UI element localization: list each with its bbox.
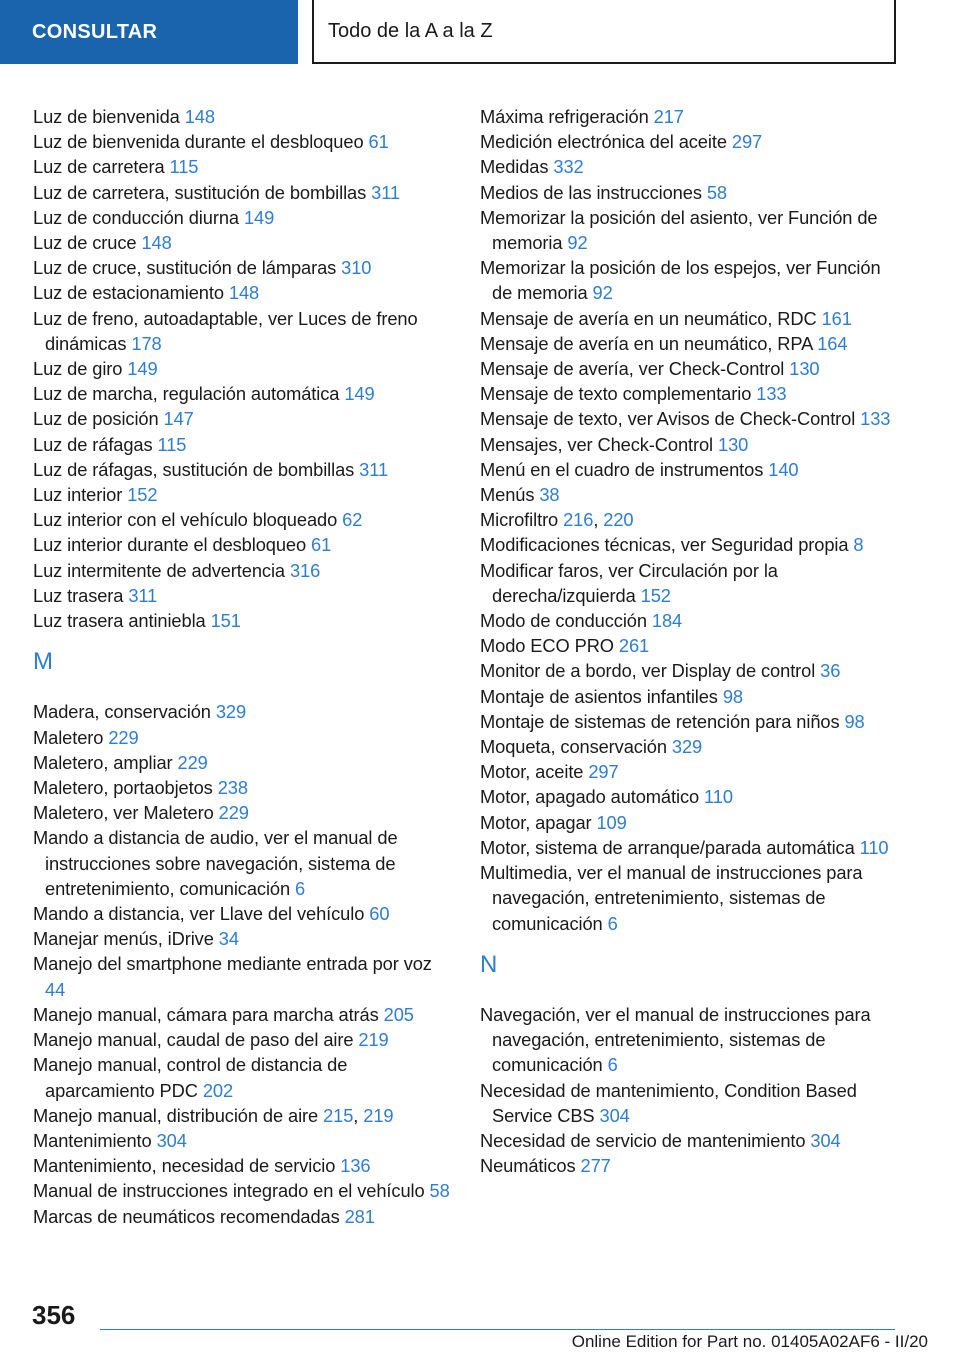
page-reference-link[interactable]: 148 (141, 232, 172, 254)
page-reference-link[interactable]: 184 (651, 610, 683, 632)
footer-divider (100, 1329, 895, 1330)
page-reference-link[interactable]: 311 (359, 458, 389, 480)
index-entry (33, 457, 453, 482)
index-entry-text: Maletero (33, 726, 109, 748)
index-entry (480, 482, 900, 507)
index-entry (33, 129, 453, 154)
page-reference-link[interactable]: 164 (817, 332, 848, 354)
index-entry (33, 1002, 453, 1027)
page-reference-link[interactable]: 8 (853, 534, 864, 556)
index-entry (480, 154, 900, 179)
index-entry-text: Manejo manual, caudal de paso del aire (33, 1029, 359, 1051)
page-reference-link[interactable]: 115 (157, 433, 187, 455)
index-entry-text: Luz de carretera (33, 156, 170, 178)
index-entry-text: Luz de giro (33, 358, 128, 380)
index-entry: Microfiltro 216, 220 (480, 509, 634, 531)
index-entry (480, 306, 900, 331)
index-entry-text: Luz de cruce (33, 232, 142, 254)
index-entry (33, 901, 453, 926)
index-entry-text: Luz de carretera, sustitución de bombillas (33, 181, 372, 203)
index-entry-text: Mensaje de avería en un neumático, RPA (480, 332, 818, 354)
page-reference-link[interactable]: 310 (341, 257, 372, 279)
index-entry (33, 532, 453, 557)
index-entry (33, 926, 453, 951)
page-reference-link[interactable]: 202 (202, 1079, 234, 1101)
index-entry (33, 255, 453, 280)
index-entry (33, 356, 453, 381)
page-reference-link[interactable]: 304 (156, 1129, 187, 1151)
page-reference-link[interactable]: 238 (217, 777, 248, 799)
index-letter-heading: N (480, 950, 498, 978)
index-entry (480, 633, 900, 658)
index-entry-text: Luz de bienvenida (33, 106, 185, 127)
index-entry (480, 608, 900, 633)
index-entry (33, 825, 453, 901)
index-entry (33, 1128, 453, 1153)
index-entry-text: Luz de cruce, sustitución de lámparas (33, 257, 342, 279)
page-reference-link[interactable]: 316 (289, 559, 321, 581)
page-reference-link[interactable]: 147 (163, 408, 194, 430)
page-reference-link[interactable]: 6 (295, 877, 306, 899)
index-entry (33, 775, 453, 800)
index-entry (480, 1153, 900, 1178)
index-entry-text: Luz interior con el vehículo bloqueado (33, 509, 343, 531)
index-entry-text: Mensajes, ver Check-Control (480, 433, 718, 455)
page-number: 356 (32, 1300, 76, 1330)
index-entry (480, 381, 900, 406)
index-entry-text: Luz de bienvenida durante el desbloqueo (33, 131, 369, 153)
page-reference-link[interactable]: 38 (539, 484, 560, 506)
index-entry (33, 205, 453, 230)
page-reference-link[interactable]: 261 (618, 635, 650, 657)
index-column-left (33, 104, 453, 1229)
index-entry (33, 1052, 453, 1102)
index-entry (480, 104, 900, 129)
index-entry (480, 255, 900, 305)
index-entry (33, 951, 453, 1001)
index-entry (480, 457, 900, 482)
page-reference-link[interactable]: 140 (768, 458, 799, 480)
index-entry (33, 230, 453, 255)
index-entry (480, 558, 900, 608)
page-reference-link[interactable]: 110 (859, 836, 889, 858)
page-reference-link[interactable]: 229 (218, 802, 249, 824)
page-reference-link[interactable]: 149 (243, 206, 275, 228)
page-reference-link[interactable]: 148 (228, 282, 260, 304)
page-reference-link[interactable]: 6 (607, 1054, 618, 1076)
index-entry-text: Montaje de asientos infantiles (480, 685, 723, 707)
index-entry-text: Memorizar la posición de los espejos, ver Función de memoria (480, 257, 881, 304)
index-entry (480, 684, 900, 709)
index-entry (480, 432, 900, 457)
index-entry-text: Mantenimiento, necesidad de servicio (33, 1155, 341, 1177)
index-entry (480, 532, 900, 557)
index-entry-text: Motor, apagado automático (480, 786, 705, 808)
index-entry-text: Moqueta, conservación (480, 736, 672, 758)
index-entry (480, 356, 900, 381)
page-reference-link[interactable]: 329 (215, 701, 247, 723)
index-entry (33, 280, 453, 305)
index-entry-text: Manejo manual, distribución de aire (33, 1104, 324, 1126)
page-reference-link[interactable]: 58 (429, 1180, 450, 1202)
page-reference-link[interactable]: 217 (653, 106, 684, 127)
index-entry-text: Maletero, ver Maletero (33, 802, 219, 824)
index-entry-text: Mensaje de texto, ver Avisos de Check-Control (480, 408, 861, 430)
index-entry (33, 154, 453, 179)
page-reference-link[interactable]: 152 (127, 484, 158, 506)
index-entry-text: Medidas (480, 156, 554, 178)
index-entry-text: Luz interior (33, 484, 128, 506)
index-entry (33, 1027, 453, 1052)
index-entry-text: Máxima refrigeración (480, 106, 654, 127)
index-entry-text: Mando a distancia de audio, ver el manual de instrucciones sobre navegación, sistema de entretenimiento, comunicación (33, 827, 398, 899)
index-entry (33, 507, 453, 532)
index-entry-text: Luz intermitente de advertencia (33, 559, 290, 581)
page-reference-link[interactable]: 133 (860, 408, 891, 430)
page-reference-link[interactable]: 229 (108, 726, 139, 748)
index-entry (480, 129, 900, 154)
index-entry-text: Modo ECO PRO (480, 635, 619, 657)
index-entry-text: Manual de instrucciones integrado en el vehículo (33, 1180, 430, 1202)
index-entry (480, 1128, 900, 1153)
index-entry-text: Navegación, ver el manual de instrucciones para navegación, entretenimiento, sistemas de comunicación (480, 1003, 871, 1076)
index-entry-text: Manejar menús, iDrive (33, 928, 219, 950)
index-entry-text: Luz de posición (33, 408, 164, 430)
index-entry (33, 1178, 453, 1203)
page-reference-link[interactable]: 219 (358, 1029, 389, 1051)
index-entry (480, 835, 900, 860)
index-entry (33, 1204, 453, 1229)
index-entry: Manejo manual, distribución de aire 215, 219 (33, 1104, 394, 1126)
page-reference-link[interactable]: 58 (706, 181, 727, 203)
page-reference-link[interactable]: 332 (553, 156, 584, 178)
page-reference-link[interactable]: 60 (369, 903, 390, 925)
index-entry-text: Manejo manual, cámara para marcha atrás (33, 1003, 384, 1025)
index-entry-text: Manejo manual, control de distancia de aparcamiento PDC (33, 1054, 348, 1101)
page-reference-link[interactable]: 297 (588, 761, 619, 783)
page-reference-link[interactable]: 136 (340, 1155, 371, 1177)
page-reference-link[interactable]: 297 (731, 131, 763, 153)
page-reference-link[interactable]: 109 (596, 811, 627, 833)
page-reference-link[interactable]: 304 (599, 1104, 630, 1126)
footer-edition: Online Edition for Part no. 01405A02AF6 - II/20 (571, 1332, 928, 1351)
index-entry-text: Medios de las instrucciones (480, 181, 707, 203)
index-entry-text: Menús (480, 484, 540, 506)
page-reference-link[interactable]: 229 (177, 751, 208, 773)
index-entry (33, 583, 453, 608)
page-reference-link[interactable]: 92 (592, 282, 613, 304)
page-reference-link[interactable]: 36 (820, 660, 841, 682)
index-entry (33, 1153, 453, 1178)
index-entry (480, 709, 900, 734)
page-reference-link[interactable]: 6 (607, 912, 618, 934)
page-reference-link[interactable]: 61 (368, 131, 389, 153)
page-title: Todo de la A a la Z (312, 0, 896, 64)
page-reference-link[interactable]: 98 (844, 710, 865, 732)
index-entry-text: Memorizar la posición del asiento, ver Función de memoria (480, 206, 878, 254)
page-reference-link[interactable]: 329 (671, 736, 703, 758)
index-entry-text: Mensaje de avería, ver Check-Control (480, 358, 790, 380)
index-entry-text: Maletero, ampliar (33, 751, 178, 773)
index-entry (480, 1078, 900, 1128)
index-entry-text: Luz de ráfagas, sustitución de bombillas (33, 458, 360, 480)
index-entry (33, 180, 453, 205)
page-reference-link[interactable]: 115 (169, 156, 199, 178)
page-reference-link[interactable]: 311 (371, 181, 401, 203)
index-entry (33, 406, 453, 431)
index-entry (480, 759, 900, 784)
section-tab: CONSULTAR (0, 0, 298, 64)
index-entry-text: Microfiltro (480, 509, 564, 531)
index-entry-text: Maletero, portaobjetos (33, 777, 218, 799)
index-entry-text: Mantenimiento (33, 1129, 157, 1151)
index-entry-text: Multimedia, ver el manual de instrucciones para navegación, entretenimiento, sistemas de comunicación (480, 862, 863, 934)
page-reference-link[interactable]: 205 (383, 1003, 414, 1025)
index-entry (33, 725, 453, 750)
index-entry-text: Montaje de sistemas de retención para niños (480, 710, 845, 732)
index-entry-text: Necesidad de mantenimiento, Condition Based Service CBS (480, 1079, 857, 1126)
page-reference-link[interactable]: 178 (131, 332, 162, 354)
page-reference-link[interactable]: 216 (563, 509, 594, 531)
page-reference-link[interactable]: 161 (821, 307, 852, 329)
page-reference-link[interactable]: 61 (311, 534, 332, 556)
page-reference-link[interactable]: 220 (603, 509, 634, 531)
index-entry (33, 306, 453, 356)
index-entry (480, 331, 900, 356)
index-entry-text: Luz de freno, autoadaptable, ver Luces de freno dinámicas (33, 307, 418, 354)
index-entry (480, 810, 900, 835)
index-entry-text: Luz de marcha, regulación automática (33, 383, 345, 405)
index-entry (480, 784, 900, 809)
page-reference-link[interactable]: 277 (580, 1155, 611, 1177)
page-reference-link[interactable]: 149 (127, 358, 158, 380)
index-entry (33, 699, 453, 724)
index-entry-text: Mensaje de avería en un neumático, RDC (480, 307, 822, 329)
index-entry (480, 1002, 900, 1078)
index-entry-text: Necesidad de servicio de mantenimiento (480, 1129, 811, 1151)
index-entry-text: Luz interior durante el desbloqueo (33, 534, 312, 556)
index-letter-heading: M (33, 648, 53, 676)
index-entry-text: Medición electrónica del aceite (480, 131, 732, 153)
index-entry (33, 104, 453, 129)
index-entry-text: Manejo del smartphone mediante entrada por voz (33, 953, 432, 975)
index-entry-text: Motor, aceite (480, 761, 589, 783)
index-entry (480, 205, 900, 255)
page-reference-link[interactable]: 281 (344, 1205, 375, 1227)
index-entry-text: Madera, conservación (33, 701, 216, 723)
index-entry (33, 800, 453, 825)
page-reference-link[interactable]: 92 (567, 232, 588, 254)
index-entry-text: Motor, sistema de arranque/parada automática (480, 836, 860, 858)
index-entry (480, 658, 900, 683)
page-reference-link[interactable]: 34 (218, 928, 239, 950)
page-reference-link[interactable]: 110 (704, 786, 733, 808)
index-entry-text: Monitor de a bordo, ver Display de control (480, 660, 821, 682)
index-entry-text: Modificar faros, ver Circulación por la derecha/izquierda (480, 559, 778, 606)
page-reference-link[interactable]: 133 (756, 383, 787, 405)
index-entry-text: Marcas de neumáticos recomendadas (33, 1205, 345, 1227)
index-entry (480, 406, 900, 431)
page-reference-link[interactable]: 98 (722, 685, 743, 707)
index-entry (480, 180, 900, 205)
index-entry (480, 734, 900, 759)
index-entry-text: Mando a distancia, ver Llave del vehículo (33, 903, 370, 925)
page-reference-link[interactable]: 130 (789, 358, 820, 380)
page-reference-link[interactable]: 62 (342, 509, 363, 531)
page-reference-link[interactable]: 215 (323, 1104, 354, 1126)
page-reference-link[interactable]: 304 (810, 1129, 841, 1151)
index-entry (33, 381, 453, 406)
index-entry-text: Menú en el cuadro de instrumentos (480, 458, 769, 480)
index-entry-text: Luz de conducción diurna (33, 206, 244, 228)
page-reference-link[interactable]: 152 (640, 584, 671, 606)
index-entry-text: Luz trasera antiniebla (33, 610, 211, 632)
index-entry-text: Modificaciones técnicas, ver Seguridad propia (480, 534, 854, 556)
index-entry-text: Motor, apagar (480, 811, 597, 833)
index-entry-text: Neumáticos (480, 1155, 581, 1177)
page-reference-link[interactable]: 311 (128, 584, 158, 606)
index-entry-text: Luz de estacionamiento (33, 282, 229, 304)
index-entry-text: Mensaje de texto complementario (480, 383, 757, 405)
page-reference-link[interactable]: 44 (45, 978, 66, 1000)
page-reference-link[interactable]: 130 (718, 433, 749, 455)
index-entry (33, 432, 453, 457)
index-entry-text: Modo de conducción (480, 610, 652, 632)
index-entry-text: Luz de ráfagas (33, 433, 158, 455)
index-entry (480, 860, 900, 936)
index-entry (33, 608, 453, 633)
index-entry (33, 558, 453, 583)
page-reference-link[interactable]: 148 (184, 106, 215, 127)
page-reference-link[interactable]: 151 (210, 610, 241, 632)
index-column-right (480, 104, 900, 1178)
page-reference-link[interactable]: 149 (344, 383, 375, 405)
index-entry (33, 750, 453, 775)
index-entry (33, 482, 453, 507)
index-entry-text: Luz trasera (33, 584, 129, 606)
page-reference-link[interactable]: 219 (363, 1104, 394, 1126)
